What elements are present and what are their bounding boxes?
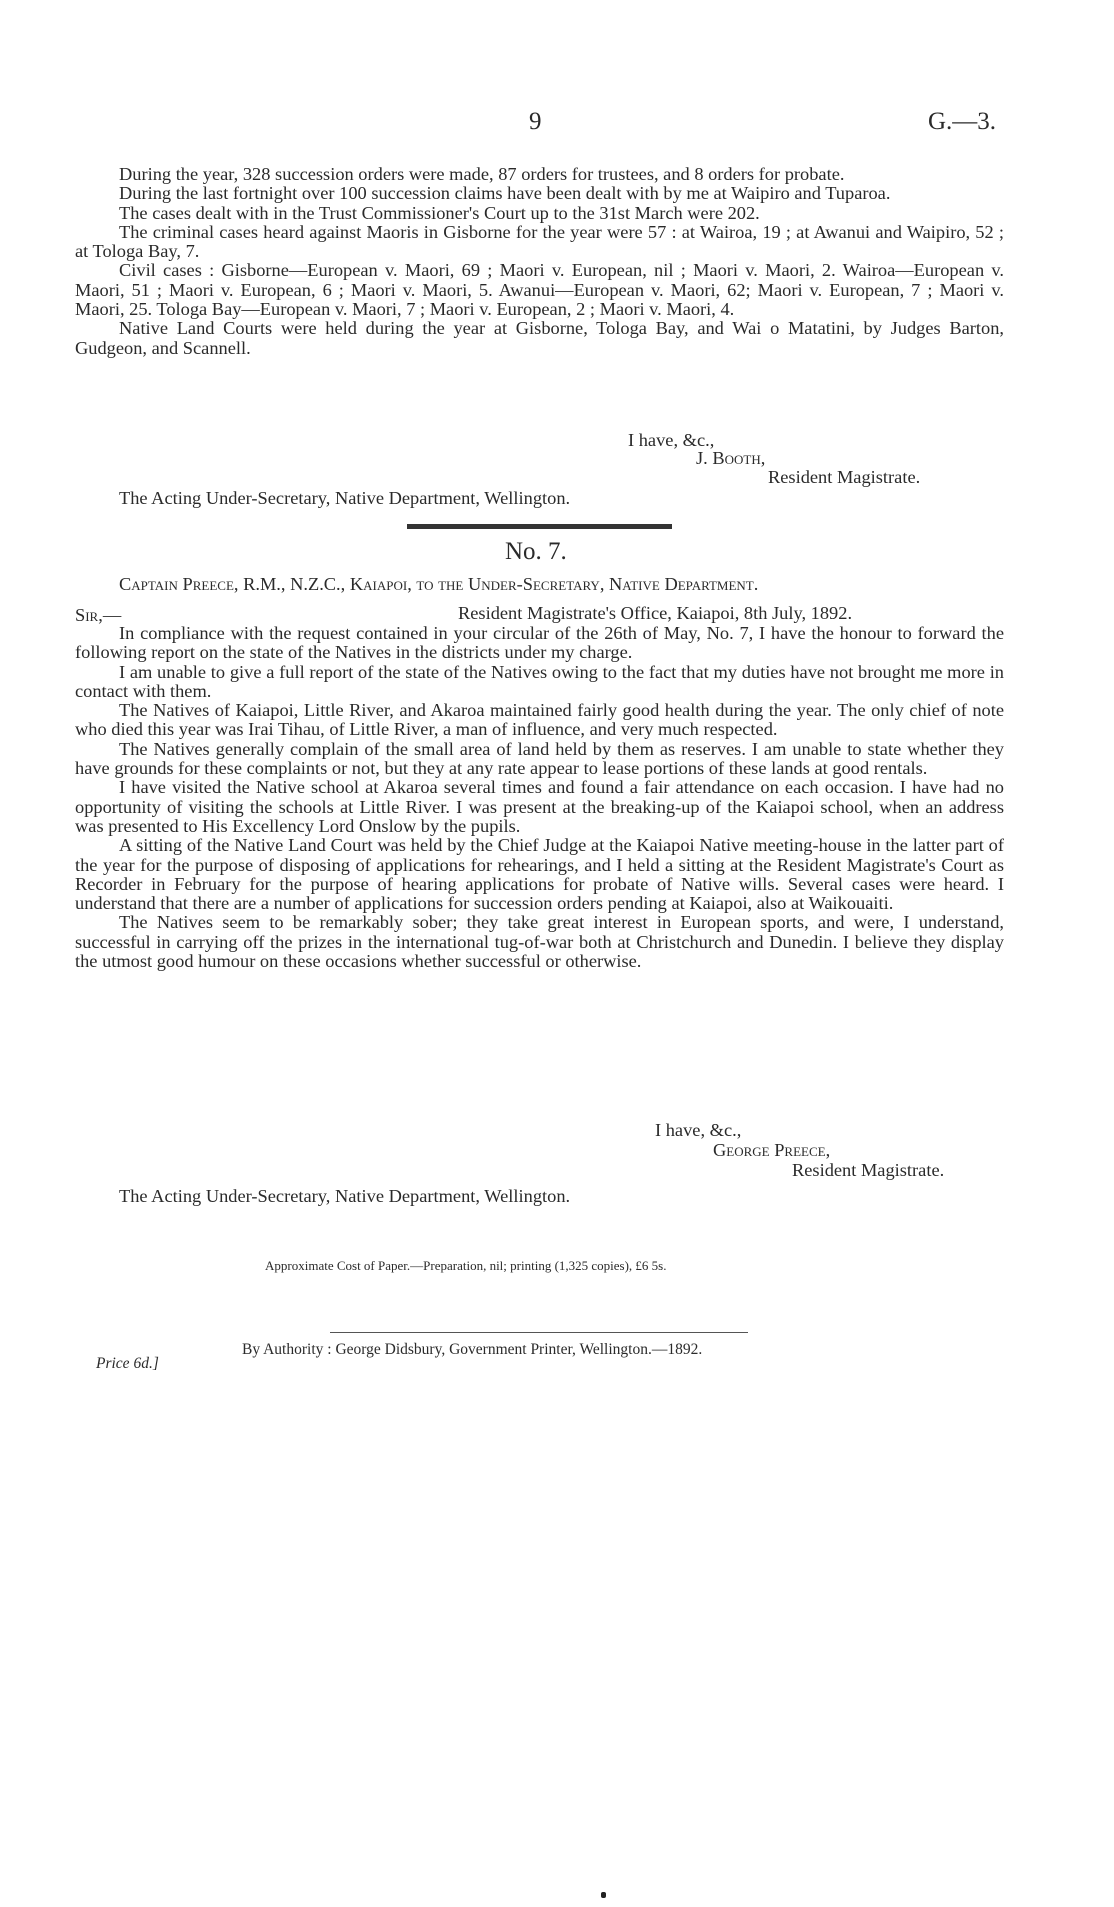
closing: I have, &c., [628,430,715,450]
paragraph: During the last fortnight over 100 succession claims have been dealt with by me at Waipiro and Tuparoa. [119,183,891,204]
salutation: Sir,— [75,605,122,625]
report-section-2 [75,624,1004,971]
paragraph: During the year, 328 succession orders were made, 87 orders for trustees, and 8 orders for probate. [119,164,845,184]
price-note: Price 6d.] [96,1355,159,1372]
signatory-title: Resident Magistrate. [792,1160,945,1180]
signature: George Preece, [713,1140,831,1160]
signature: J. Booth, [696,448,766,468]
paragraph: The cases dealt with in the Trust Commissioner's Court up to the 31st March were 202. [119,202,760,223]
page-number: 9 [529,108,542,135]
footer-rule [330,1332,748,1333]
printer-authority-line: By Authority : George Didsbury, Government Printer, Wellington.—1892. [242,1341,703,1358]
office-date-line: Resident Magistrate's Office, Kaiapoi, 8th July, 1892. [458,603,853,623]
paragraph: The Natives generally complain of the small area of land held by them as reserves. I am unable to state whether they have grounds for these complaints or not, but they at any rate appear to lease portions of these lands at good rentals. [75,738,1004,779]
paragraph: I have visited the Native school at Akaroa several times and found a fair attendance on each occasion. I have had no opportunity of visiting the schools at Little River. I was present at the breaking-up of the Kaiapoi school, when an address was presented to His Excellency Lord Onslow by the pupils. [75,777,1004,836]
cost-of-paper-note: Approximate Cost of Paper.—Preparation, nil; printing (1,325 copies), £6 5s. [265,1258,667,1273]
report-section-1 [75,165,1004,358]
paragraph: Native Land Courts were held during the year at Gisborne, Tologa Bay, and Wai o Matatini, by Judges Barton, Gudgeon, and Scannell. [75,318,1004,358]
paragraph: The criminal cases heard against Maoris in Gisborne for the year were 57 : at Wairoa, 19 ; at Awanui and Waipiro, 52 ; at Tologa Bay, 7. [75,221,1004,262]
report-from-line: Captain Preece, R.M., N.Z.C., Kaiapoi, to the Under-Secretary, Native Department. [119,574,759,594]
paragraph: In compliance with the request contained in your circular of the 26th of May, No. 7, I have the honour to forward the following report on the state of the Natives in the districts under my charge. [75,623,1004,663]
signatory-title: Resident Magistrate. [768,467,921,487]
addressee: The Acting Under-Secretary, Native Department, Wellington. [119,1186,571,1206]
report-heading: No. 7. [505,538,567,565]
addressee: The Acting Under-Secretary, Native Department, Wellington. [119,488,571,508]
document-code: G.—3. [928,108,997,135]
print-speck [601,1892,606,1898]
section-divider [407,524,672,529]
paragraph: The Natives seem to be remarkably sober; they take great interest in European sports, and were, I understand, successful in carrying off the prizes in the international tug-of-war both at Christchurch and Dunedin. I believe they display the utmost good humour on these occasions whether successful or otherwise. [75,912,1004,972]
paragraph: Civil cases : Gisborne—European v. Maori, 69 ; Maori v. European, nil ; Maori v. Maori, 2. Wairoa—European v. Maori, 51 ; Maori v. European, 6 ; Maori v. Maori, 5. Awanui—European v. Maori, 62; Maori v. European, 7 ; Maori v. Maori, 25. Tologa Bay—European v. Maori, 7 ; Maori v. European, 2 ; Maori v. Maori, 4. [75,260,1004,320]
paragraph: The Natives of Kaiapoi, Little River, and Akaroa maintained fairly good health during the year. The only chief of note who died this year was Irai Tihau, of Little River, a man of influence, and very much respected. [75,700,1004,740]
paragraph: I am unable to give a full report of the state of the Natives owing to the fact that my duties have not brought me more in contact with them. [75,661,1004,701]
paragraph: A sitting of the Native Land Court was held by the Chief Judge at the Kaiapoi Native meeting-house in the latter part of the year for the purpose of disposing of applications for rehearings, and I held a sitting at the Resident Magistrate's Court as Recorder in February for the purpose of hearing applications for probate of Native wills. Several cases were heard. I understand that there are a number of applications for succession orders pending at Kaiapoi, also at Waikouaiti. [75,835,1004,914]
closing: I have, &c., [655,1120,742,1140]
